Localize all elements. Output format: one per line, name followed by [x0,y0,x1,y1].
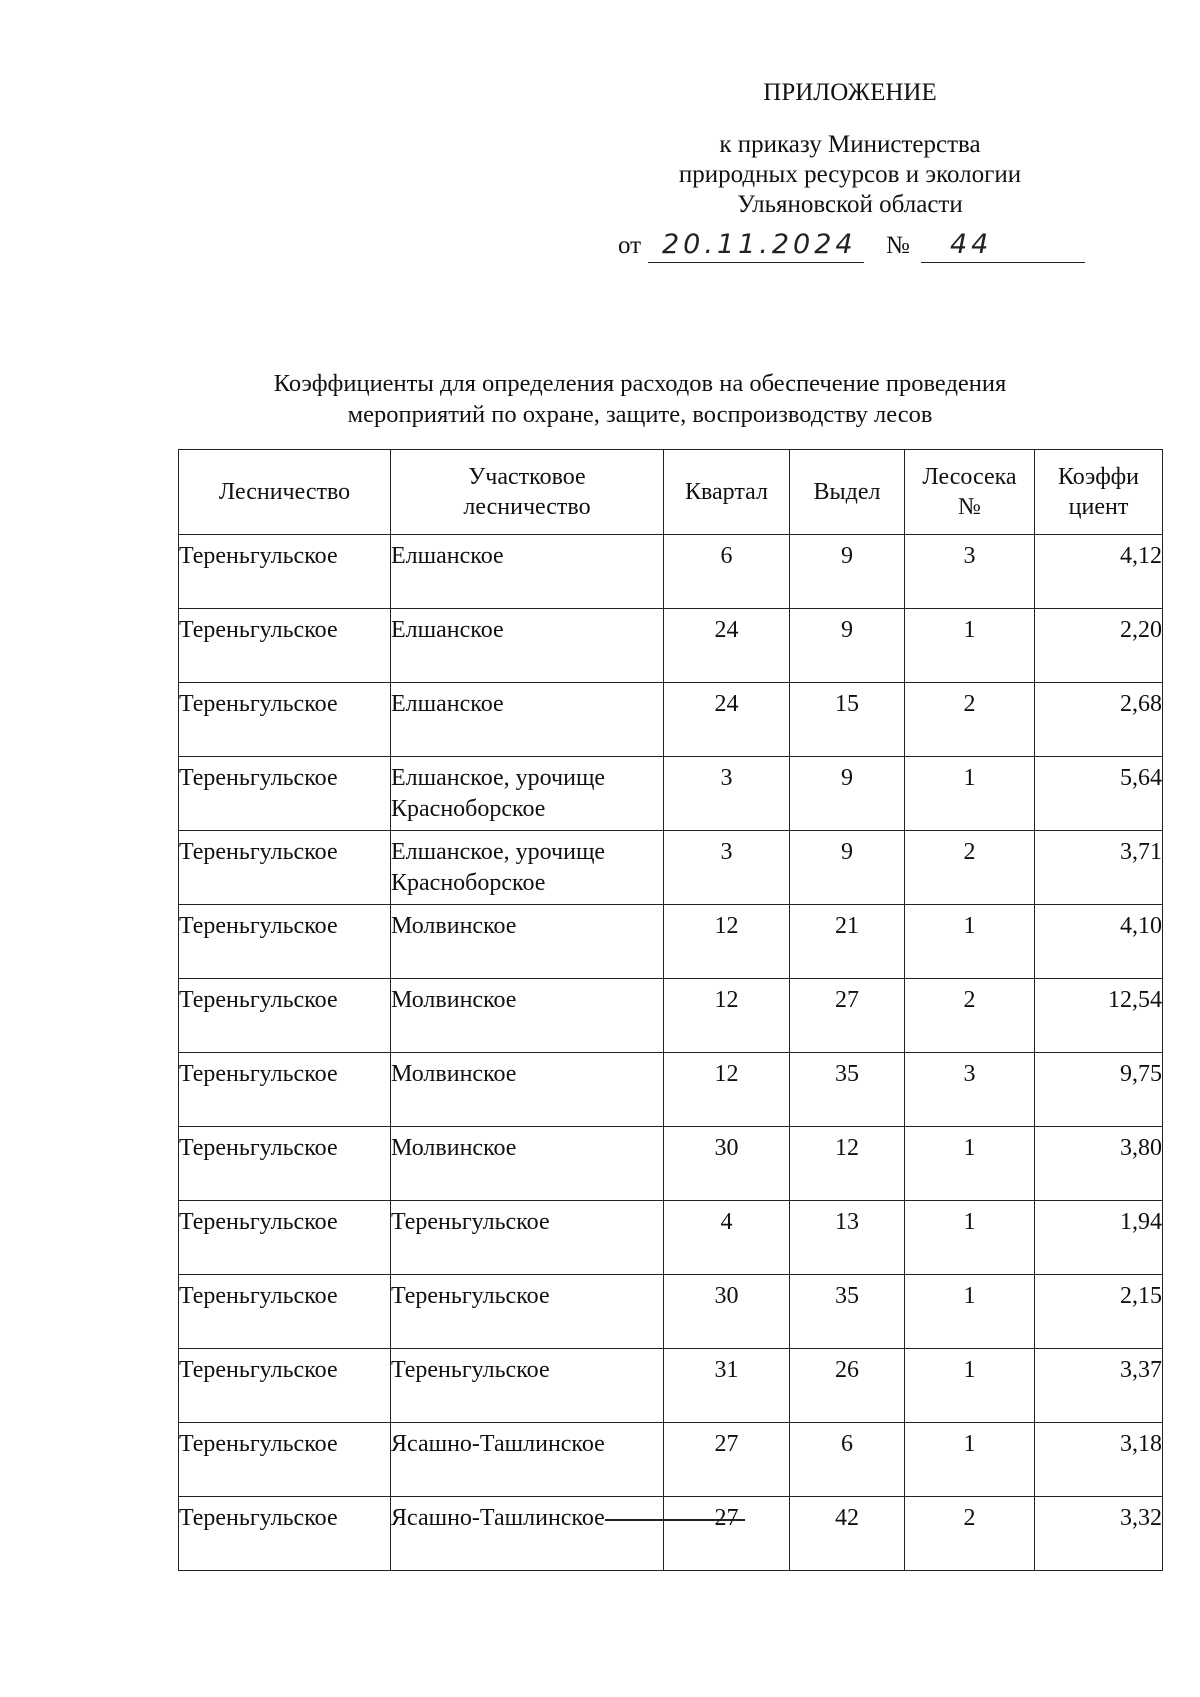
cell-plot: 1 [905,905,1035,979]
cell-allotment: 6 [790,1423,905,1497]
cell-allotment: 9 [790,757,905,831]
cell-quarter: 24 [664,609,790,683]
cell-plot: 1 [905,1127,1035,1201]
cell-allotment: 21 [790,905,905,979]
appendix-title: ПРИЛОЖЕНИЕ [763,79,937,106]
cell-plot: 1 [905,1201,1035,1275]
table-row [179,535,1163,609]
cell-allotment: 35 [790,1053,905,1127]
table-body [179,535,1163,1571]
cell-coefficient: 3,80 [1035,1127,1163,1201]
cell-allotment: 9 [790,609,905,683]
table-row [179,1275,1163,1349]
appendix-line-1: к приказу Министерства [719,131,981,158]
cell-coefficient: 3,71 [1035,831,1163,905]
cell-forestry: Тереньгульское [179,831,391,905]
cell-coefficient: 12,54 [1035,979,1163,1053]
cell-allotment: 9 [790,535,905,609]
table-row [179,1497,1163,1571]
cell-plot: 3 [905,1053,1035,1127]
cell-plot: 3 [905,535,1035,609]
cell-district: Елшанское [391,683,664,757]
cell-forestry: Тереньгульское [179,1497,391,1571]
cell-coefficient: 2,20 [1035,609,1163,683]
handwritten-number: 44 [950,229,993,260]
cell-forestry: Тереньгульское [179,979,391,1053]
table-row [179,831,1163,905]
cell-forestry: Тереньгульское [179,1275,391,1349]
cell-quarter: 6 [664,535,790,609]
cell-district: Молвинское [391,1053,664,1127]
header-plot: Лесосека № [905,450,1035,535]
cell-coefficient: 3,18 [1035,1423,1163,1497]
cell-quarter: 27 [664,1423,790,1497]
cell-quarter: 12 [664,979,790,1053]
table-row [179,979,1163,1053]
cell-plot: 1 [905,1423,1035,1497]
order-date-number [618,229,1088,266]
cell-coefficient: 4,12 [1035,535,1163,609]
cell-quarter: 30 [664,1127,790,1201]
number-underline [921,232,1085,263]
cell-quarter: 30 [664,1275,790,1349]
handwritten-date: 20.11.2024 [662,229,857,260]
cell-allotment: 12 [790,1127,905,1201]
cell-district: Молвинское [391,979,664,1053]
header-forestry: Лесничество [179,450,391,535]
cell-quarter: 3 [664,757,790,831]
cell-plot: 2 [905,683,1035,757]
cell-plot: 2 [905,1497,1035,1571]
appendix-line-3: Ульяновской области [737,191,963,218]
appendix-header [600,78,1100,220]
cell-forestry: Тереньгульское [179,1201,391,1275]
cell-allotment: 9 [790,831,905,905]
cell-quarter: 12 [664,905,790,979]
appendix-line-2: природных ресурсов и экологии [678,161,1022,188]
cell-district: Ясашно-Ташлинское [391,1497,664,1571]
cell-district: Елшанское [391,535,664,609]
cell-district: Елшанское, урочище Красноборское [391,757,664,831]
cell-coefficient: 9,75 [1035,1053,1163,1127]
table-row [179,1127,1163,1201]
table-row [179,683,1163,757]
document-title [200,368,1080,430]
cell-quarter: 12 [664,1053,790,1127]
end-divider [605,1519,745,1521]
cell-allotment: 13 [790,1201,905,1275]
cell-plot: 2 [905,979,1035,1053]
cell-quarter: 31 [664,1349,790,1423]
cell-district: Ясашно-Ташлинское [391,1423,664,1497]
cell-coefficient: 5,64 [1035,757,1163,831]
cell-coefficient: 3,37 [1035,1349,1163,1423]
cell-district: Тереньгульское [391,1275,664,1349]
cell-coefficient: 4,10 [1035,905,1163,979]
cell-district: Молвинское [391,905,664,979]
cell-district: Тереньгульское [391,1349,664,1423]
cell-district: Елшанское, урочище Красноборское [391,831,664,905]
table-row [179,609,1163,683]
cell-allotment: 35 [790,1275,905,1349]
document-title-line-2: мероприятий по охране, защите, воспроизводству лесов [347,401,933,428]
header-coefficient: Коэффи циент [1035,450,1163,535]
cell-forestry: Тереньгульское [179,1423,391,1497]
date-label: от [618,232,642,259]
cell-quarter: 27 [664,1497,790,1571]
cell-coefficient: 3,32 [1035,1497,1163,1571]
cell-allotment: 15 [790,683,905,757]
cell-coefficient: 1,94 [1035,1201,1163,1275]
document-title-line-1: Коэффициенты для определения расходов на обеспечение проведения [273,370,1007,397]
cell-forestry: Тереньгульское [179,757,391,831]
number-label: № [886,232,910,259]
cell-district: Молвинское [391,1127,664,1201]
cell-plot: 1 [905,757,1035,831]
cell-quarter: 4 [664,1201,790,1275]
cell-allotment: 26 [790,1349,905,1423]
header-district: Участковое лесничество [391,450,664,535]
header-quarter: Квартал [664,450,790,535]
cell-quarter: 3 [664,831,790,905]
cell-coefficient: 2,68 [1035,683,1163,757]
cell-district: Елшанское [391,609,664,683]
table-row [179,905,1163,979]
table-row [179,1349,1163,1423]
header-allotment: Выдел [790,450,905,535]
cell-plot: 1 [905,1349,1035,1423]
cell-forestry: Тереньгульское [179,1349,391,1423]
table-row [179,757,1163,831]
cell-forestry: Тереньгульское [179,905,391,979]
cell-plot: 1 [905,609,1035,683]
cell-quarter: 24 [664,683,790,757]
table-row [179,1201,1163,1275]
cell-forestry: Тереньгульское [179,609,391,683]
table-row [179,1053,1163,1127]
cell-forestry: Тереньгульское [179,683,391,757]
cell-district: Тереньгульское [391,1201,664,1275]
cell-forestry: Тереньгульское [179,535,391,609]
cell-allotment: 42 [790,1497,905,1571]
cell-forestry: Тереньгульское [179,1127,391,1201]
coefficients-table [178,449,1163,1571]
cell-forestry: Тереньгульское [179,1053,391,1127]
table-header-row [179,450,1163,535]
cell-plot: 2 [905,831,1035,905]
cell-allotment: 27 [790,979,905,1053]
cell-plot: 1 [905,1275,1035,1349]
table-row [179,1423,1163,1497]
cell-coefficient: 2,15 [1035,1275,1163,1349]
